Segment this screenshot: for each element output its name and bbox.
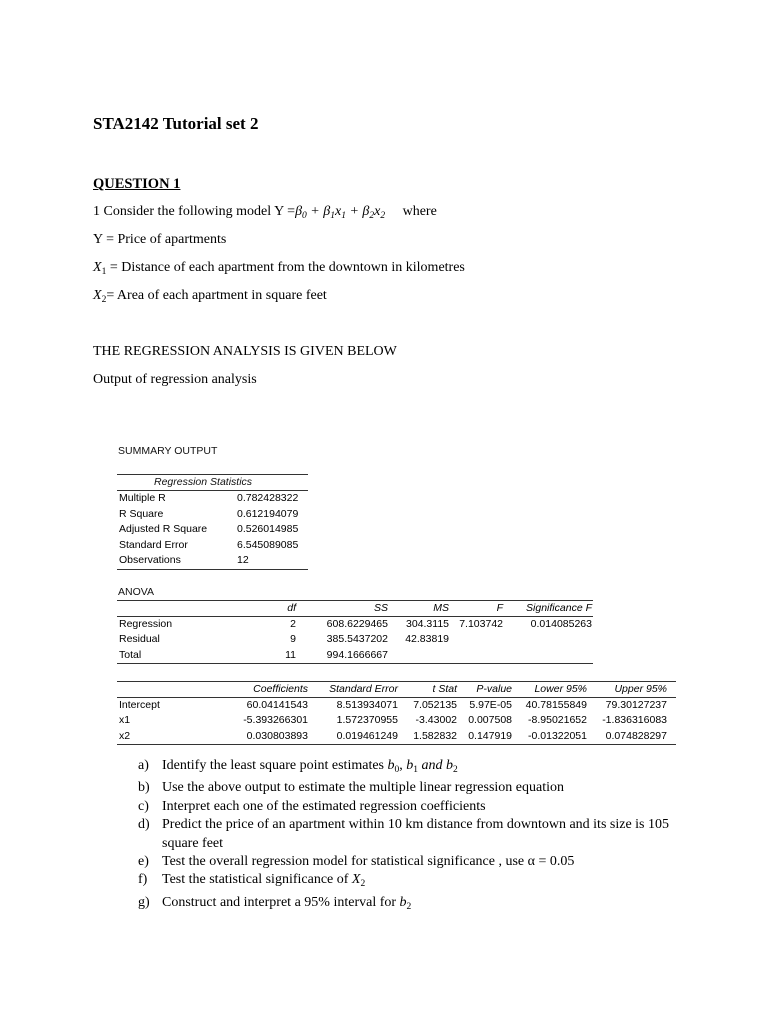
anova-cell: 42.83819 [405, 633, 449, 645]
task-letter: g) [138, 894, 150, 910]
task-item [138, 853, 698, 871]
reg-stats-value: 0.782428322 [237, 492, 299, 504]
coef-header-cell [118, 682, 222, 698]
model-lead: 1 Consider the following model Y = [93, 204, 296, 219]
task-math-symbol: $X_2$ [351, 872, 366, 890]
anova-row [118, 632, 592, 648]
coef-cell: x1 [119, 714, 131, 726]
task-item [138, 871, 698, 893]
task-math-symbol: $b_2$ [399, 894, 412, 912]
task-item [138, 779, 698, 797]
definition-x2: $X_2=$ Area of each apartment in square feet [93, 288, 327, 305]
coef-cell: -0.01322051 [528, 729, 587, 742]
coef-cell: 40.78155849 [525, 698, 587, 711]
coef-cell: 5.97E-05 [469, 698, 512, 711]
coef-header-cell: Lower 95% [534, 683, 587, 695]
reg-stats-row [118, 507, 309, 523]
anova-cell: Regression [119, 617, 173, 630]
anova-cell: 9 [290, 633, 296, 645]
coef-row [118, 713, 667, 729]
coef-header-cell: P-value [476, 683, 512, 695]
reg-stats-row [118, 538, 309, 554]
coef-cell: Intercept [119, 698, 160, 711]
anova-row [118, 648, 592, 664]
anova-header-cell: F [496, 602, 503, 614]
coef-bottom-rule [117, 744, 676, 745]
definition-y: Y = Price of apartments [93, 232, 227, 247]
coef-cell: 0.007508 [468, 714, 512, 726]
task-math-symbol: $b_0$, $b_1$ and $b_2$ [387, 758, 458, 775]
coef-row [118, 729, 667, 745]
coef-cell: 60.04141543 [246, 698, 308, 711]
document-title: STA2142 Tutorial set 2 [93, 114, 259, 133]
task-text: Interpret each one of the estimated regression coefficients [162, 798, 486, 814]
reg-stats-label: Adjusted R Square [119, 523, 208, 535]
coef-cell: 79.30127237 [605, 698, 667, 711]
coef-cell: -1.836316083 [602, 714, 667, 726]
task-item [138, 798, 698, 816]
coef-header-cell: Upper 95% [614, 683, 667, 695]
coef-cell: 1.582832 [413, 729, 457, 742]
anova-cell [503, 648, 592, 664]
anova-header-cell: df [287, 602, 296, 614]
task-letter: a) [138, 758, 149, 773]
section-heading: THE REGRESSION ANALYSIS IS GIVEN BELOW [93, 344, 397, 359]
task-text: Predict the price of an apartment within 10 km distance from downtown and its size is 105 square feet [162, 817, 669, 851]
anova-header-cell: MS [433, 602, 449, 614]
task-text: Test the overall regression model for statistical significance , use α = 0.05 [162, 854, 575, 870]
coef-cell: x2 [119, 729, 131, 742]
anova-table [118, 601, 592, 663]
reg-stats-value: 0.526014985 [237, 523, 299, 535]
task-item [138, 816, 698, 853]
task-text: Identify the least square point estimates [162, 758, 388, 773]
reg-stats-row [118, 522, 309, 538]
coef-cell: -8.95021652 [528, 714, 587, 726]
anova-cell: 7.103742 [459, 617, 503, 630]
definition-x1-text: = Distance of each apartment from the downtown in kilometres [106, 260, 465, 275]
task-item [138, 894, 698, 916]
reg-stats-label: Standard Error [119, 538, 188, 551]
reg-stats-bottom-rule [117, 569, 308, 570]
anova-row [118, 617, 592, 633]
anova-cell: 304.3115 [405, 617, 449, 630]
reg-stats-value: 12 [237, 554, 249, 566]
coefficients-table [118, 682, 667, 744]
coef-header-cell: t Stat [432, 683, 457, 695]
anova-cell [449, 632, 503, 648]
model-equation: $\beta_0 + \beta_1x_1 + \beta_2x_2$ [295, 204, 386, 221]
anova-header-cell: Significance F [526, 602, 592, 614]
anova-cell: Residual [119, 633, 160, 645]
task-letter: e) [138, 854, 149, 870]
task-letter: f) [138, 872, 148, 888]
reg-stats-row [118, 491, 309, 507]
coef-cell: -5.393266301 [243, 714, 308, 726]
task-item [138, 757, 698, 779]
coef-cell: 1.572370955 [336, 714, 398, 726]
task-letter: c) [138, 798, 149, 814]
anova-header-rule [117, 616, 593, 617]
anova-cell [503, 632, 592, 648]
coef-row [118, 698, 667, 714]
task-letter: d) [138, 817, 150, 833]
coef-header-cell: Standard Error [329, 683, 398, 695]
coef-cell: 0.074828297 [605, 729, 667, 742]
coef-cell: 8.513934071 [336, 698, 398, 711]
task-list [138, 757, 698, 916]
reg-stats-header: Regression Statistics [154, 476, 253, 488]
reg-stats-label: Multiple R [119, 492, 166, 504]
anova-cell: 0.014085263 [530, 617, 592, 630]
definition-x2-text: = Area of each apartment in square feet [106, 288, 327, 303]
reg-stats-label: R Square [119, 507, 164, 520]
anova-cell: 385.5437202 [326, 633, 388, 645]
coef-cell: -3.43002 [415, 714, 457, 726]
task-text: Use the above output to estimate the multiple linear regression equation [162, 780, 565, 796]
reg-stats-value: 0.612194079 [237, 507, 299, 520]
definition-x1: $X_1$ = Distance of each apartment from the downtown in kilometres [93, 260, 465, 277]
model-statement [93, 204, 437, 221]
question-heading: QUESTION 1 [93, 176, 181, 192]
anova-cell: 994.1666667 [326, 648, 388, 661]
reg-stats-row [118, 553, 309, 569]
anova-cell: Total [119, 648, 142, 661]
coef-cell: 0.147919 [468, 729, 512, 742]
section-subheading: Output of regression analysis [93, 372, 257, 387]
anova-title: ANOVA [118, 586, 154, 598]
coef-cell: 0.019461249 [336, 729, 398, 742]
anova-cell: 2 [290, 617, 296, 630]
anova-cell [388, 648, 449, 664]
reg-stats-top-rule [117, 474, 308, 475]
anova-cell: 11 [285, 648, 296, 661]
anova-header-cell: SS [373, 602, 388, 614]
reg-stats-value: 6.545089085 [237, 538, 299, 551]
reg-stats-label: Observations [119, 554, 181, 566]
coef-header-rule [117, 697, 676, 698]
task-text: Test the statistical significance of [162, 872, 352, 888]
coef-header-cell: Coefficients [253, 683, 308, 695]
task-text: Construct and interpret a 95% interval for [162, 894, 400, 910]
anova-cell: 608.6229465 [326, 617, 388, 630]
task-letter: b) [138, 780, 150, 796]
model-where: where [402, 204, 437, 219]
summary-output-title: SUMMARY OUTPUT [118, 445, 218, 457]
anova-bottom-rule [117, 663, 593, 664]
regression-statistics-table [118, 491, 309, 569]
coef-cell: 0.030803893 [246, 729, 308, 742]
coef-cell: 7.052135 [413, 698, 457, 711]
anova-header-cell [118, 601, 206, 617]
anova-cell [449, 648, 503, 664]
